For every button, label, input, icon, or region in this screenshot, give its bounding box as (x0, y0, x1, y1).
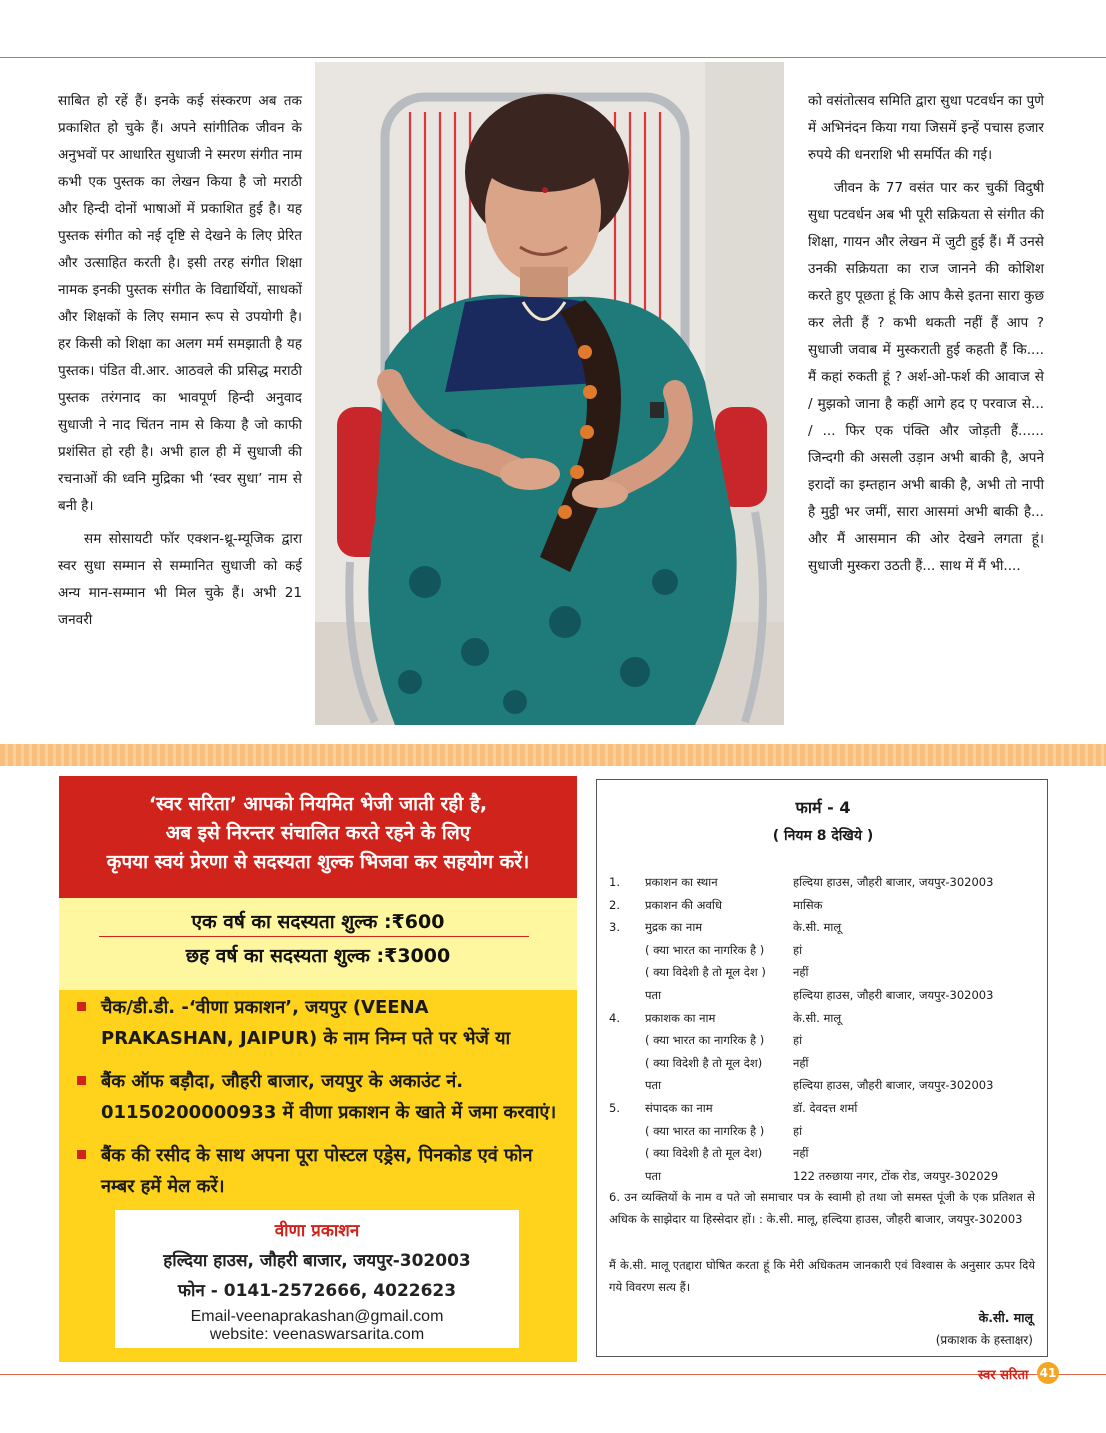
signatory-name: के.सी. मालू (978, 1310, 1033, 1325)
signature-label: (प्रकाशक के हस्ताक्षर) (935, 1333, 1033, 1347)
form-row-label: ( क्या भारत का नागरिक है ) (645, 1123, 765, 1138)
form-row (609, 1074, 1039, 1096)
form-row-label: पता (645, 988, 662, 1002)
headline-line: ‘स्वर सरिता’ आपको नियमित भेजी जाती रही है, (148, 793, 488, 815)
form-row-label: प्रकाशन का स्थान (645, 875, 718, 889)
form-row-value: के.सी. मालू (793, 920, 842, 935)
payment-instruction: बैंक की रसीद के साथ अपना पूरा पोस्टल एड्रेस, पिनकोड एवं फोन नम्बर हमें मेल करें। (77, 1140, 557, 1202)
subscription-headline (59, 776, 577, 898)
form-row-value: हां (793, 942, 803, 957)
portrait-photo (315, 62, 784, 725)
form-row-label: संपादक का नाम (645, 1101, 713, 1115)
form-row-value: नहीं (793, 965, 809, 980)
payment-instruction: चैक/डी.डी. -‘वीणा प्रकाशन’, जयपुर (VEENA PRAKASHAN, JAIPUR) के नाम निम्न पते पर भेजें या (77, 992, 557, 1054)
publisher-card (115, 1210, 519, 1348)
form-row (609, 1007, 1039, 1029)
form-row (609, 1029, 1039, 1051)
bullet-icon (77, 1076, 86, 1085)
form-row-value: हां (793, 1033, 803, 1048)
article-paragraph: साबित हो रहें हैं। इनके कई संस्करण अब तक प्रकाशित हो चुके हैं। अपने सांगीतिक जीवन के अनुभवों पर आधारित सुधाजी ने स्मरण संगीत नाम कभी एक पुस्तक का लेखन किया है जो मराठी और हिन्दी दोनों भाषाओं में प्रकाशित हुई है। यह पुस्तक संगीत को नई दृष्टि से देखने के लिए प्रेरित और उत्साहित करती है। इसी तरह संगीत शिक्षा नामक इनकी पुस्तक संगीत के विद्यार्थियों, साधकों और शिक्षकों के लिए समान रूप से उपयोगी है। हर किसी को शिक्षा का अलग मर्म समझाती है यह पुस्तक। पंडित वी.आर. आठवले की प्रसिद्ध मराठी पुस्तक तरंगनाद का भावपूर्ण हिन्दी अनुवाद सुधाजी ने नाद चिंतन नाम से किया है जो काफी प्रशंसित हो रही है। अभी हाल ही में सुधाजी की रचनाओं की ध्वनि मुद्रिका भी ‘स्वर सुधा’ नाम से बनी है। (58, 93, 302, 514)
form-row-label: ( क्या विदेशी है तो मूल देश) (645, 1146, 763, 1161)
form-row (609, 1165, 1039, 1187)
form-row-label: पता (645, 1078, 662, 1093)
form-row-number: 3. (609, 920, 620, 935)
form-row-label: ( क्या भारत का नागरिक है ) (645, 1033, 765, 1048)
section-divider (0, 744, 1106, 766)
form-row-value: हल्दिया हाउस, जौहरी बाजार, जयपुर-302003 (793, 1078, 994, 1093)
top-rule (0, 57, 1106, 58)
form-row-label: पता (645, 1168, 662, 1183)
form-row (609, 1120, 1039, 1142)
bullet-icon (77, 1002, 86, 1011)
form-row (609, 1052, 1039, 1074)
form-declaration: मैं के.सी. मालू एतद्दारा घोषित करता हूं कि मेरी अधिकतम जानकारी एवं विश्वास के अनुसार ऊपर दिये गये विवरण सत्य हैं। (609, 1258, 1035, 1294)
publisher-address: हल्दिया हाउस, जौहरी बाजार, जयपुर-302003 (163, 1251, 471, 1271)
publisher-name: वीणा प्रकाशन (274, 1221, 360, 1241)
form-row-number: 1. (609, 875, 620, 889)
form-row (609, 871, 1039, 893)
form-row-value: हल्दिया हाउस, जौहरी बाजार, जयपुर-302003 (793, 875, 994, 889)
form-item-6: 6. उन व्यक्तियों के नाम व पते जो समाचार पत्र के स्वामी हो तथा जो समस्त पूंजी के एक प्रतिशत से अधिक के साझेदार या हिस्सेदार हों। : के.सी. मालू, हल्दिया हाउस, जौहरी बाजार, जयपुर-302003 (609, 1190, 1035, 1226)
form-row-value: मासिक (793, 897, 823, 912)
form-row-value: हल्दिया हाउस, जौहरी बाजार, जयपुर-302003 (793, 988, 994, 1002)
form-row-label: प्रकाशन की अवधि (645, 897, 722, 912)
form-row (609, 916, 1039, 938)
bottom-rule (0, 1374, 1106, 1375)
form-row-number: 4. (609, 1010, 620, 1025)
fee-separator (99, 936, 529, 937)
form-row-label: ( क्या विदेशी है तो मूल देश) (645, 1055, 763, 1070)
publisher-phone: फोन - 0141-2572666, 4022623 (177, 1281, 457, 1301)
article-paragraph: जीवन के 77 वसंत पार कर चुकीं विदुषी सुधा पटवर्धन अब भी पूरी सक्रियता से संगीत की शिक्षा, गायन और लेखन में जुटी हुई हैं। मैं उनसे उनकी सक्रियता का राज जानने की कोशिश करते हुए पूछता हूं कि आप कैसे इतना सारा कुछ कर लेती हैं ? कभी थकती नहीं हैं आप ? सुधाजी जवाब में मुस्कराती हुई कहती हैं कि.... मैं कहां रुकती हूं ? अर्श-ओ-फर्श की आवाज से / मुझको जाना है कहीं आगे हद ए परवाज से... / ... फिर एक पंक्ति और जोड़ती हैं...... जिन्दगी की असली उड़ान अभी बाकी है, अपने इरादों का इम्तहान अभी बाकी है, अभी तो नापी है मुट्ठी भर जमीं, सारा आसमां अभी बाकी है... और मैं आसमान की ओर देखने लगता हूं। सुधाजी मुस्करा उठती हैं... साथ में मैं भी.... (808, 180, 1044, 574)
bullet-icon (77, 1150, 86, 1159)
form-row (609, 984, 1039, 1006)
form-row-number: 5. (609, 1101, 620, 1115)
form-row (609, 961, 1039, 983)
form-row-value: के.सी. मालू (793, 1010, 842, 1025)
form-rule-note: ( नियम 8 देखिये ) (772, 828, 874, 844)
article-paragraph: सम सोसायटी फॉर एक्शन-थ्रू-म्यूजिक द्वारा स्वर सुधा सम्मान से सम्मानित सुधाजी को कई अन्य मान-सम्मान भी मिल चुके हैं। अभी 21 जनवरी (58, 531, 302, 628)
form-row-value: 122 तरुछाया नगर, टोंक रोड, जयपुर-302029 (793, 1168, 999, 1183)
article-left-column (58, 88, 302, 634)
publisher-email: Email-veenaprakashan@gmail.com (190, 1308, 444, 1325)
fee-six-year: छह वर्ष का सदस्यता शुल्क :₹3000 (185, 945, 451, 967)
form-row (609, 894, 1039, 916)
form-row-number: 2. (609, 897, 620, 912)
headline-line: अब इसे निरन्तर संचालित करते रहने के लिए (165, 822, 471, 844)
form-row-value: नहीं (793, 1146, 809, 1161)
form-row (609, 1142, 1039, 1164)
form-row-label: ( क्या विदेशी है तो मूल देश ) (645, 965, 766, 980)
fee-one-year: एक वर्ष का सदस्यता शुल्क :₹600 (191, 911, 445, 933)
form-row-label: ( क्या भारत का नागरिक है ) (645, 942, 765, 957)
form-row-label: प्रकाशक का नाम (645, 1010, 716, 1025)
form-row (609, 939, 1039, 961)
form-row-value: हां (793, 1123, 803, 1138)
article-paragraph: को वसंतोत्सव समिति द्वारा सुधा पटवर्धन का पुणे में अभिनंदन किया गया जिसमें इन्हें पचास हजार रुपये की धनराशि भी समर्पित की गई। (808, 93, 1045, 163)
article-right-column (808, 88, 1044, 580)
form-row-value: नहीं (793, 1055, 809, 1070)
form-title: फार्म - 4 (795, 798, 851, 817)
form-row-label: मुद्रक का नाम (645, 920, 703, 935)
form-4-box (596, 779, 1048, 1357)
publisher-website: website: veenaswarsarita.com (209, 1326, 425, 1343)
payment-instruction: बैंक ऑफ बड़ौदा, जौहरी बाजार, जयपुर के अकाउंट नं. 01150200000933 में वीणा प्रकाशन के खाते में जमा करवाएं। (77, 1066, 557, 1128)
form-row (609, 1097, 1039, 1119)
footer-magazine-name: स्वर सरिता (978, 1368, 1029, 1383)
headline-line: कृपया स्वयं प्रेरणा से सदस्यता शुल्क भिजवा कर सहयोग करें। (106, 851, 530, 873)
subscription-box (59, 776, 577, 1362)
form-row-value: डॉ. देवदत्त शर्मा (793, 1101, 858, 1115)
page-number: 41 (1037, 1362, 1059, 1384)
